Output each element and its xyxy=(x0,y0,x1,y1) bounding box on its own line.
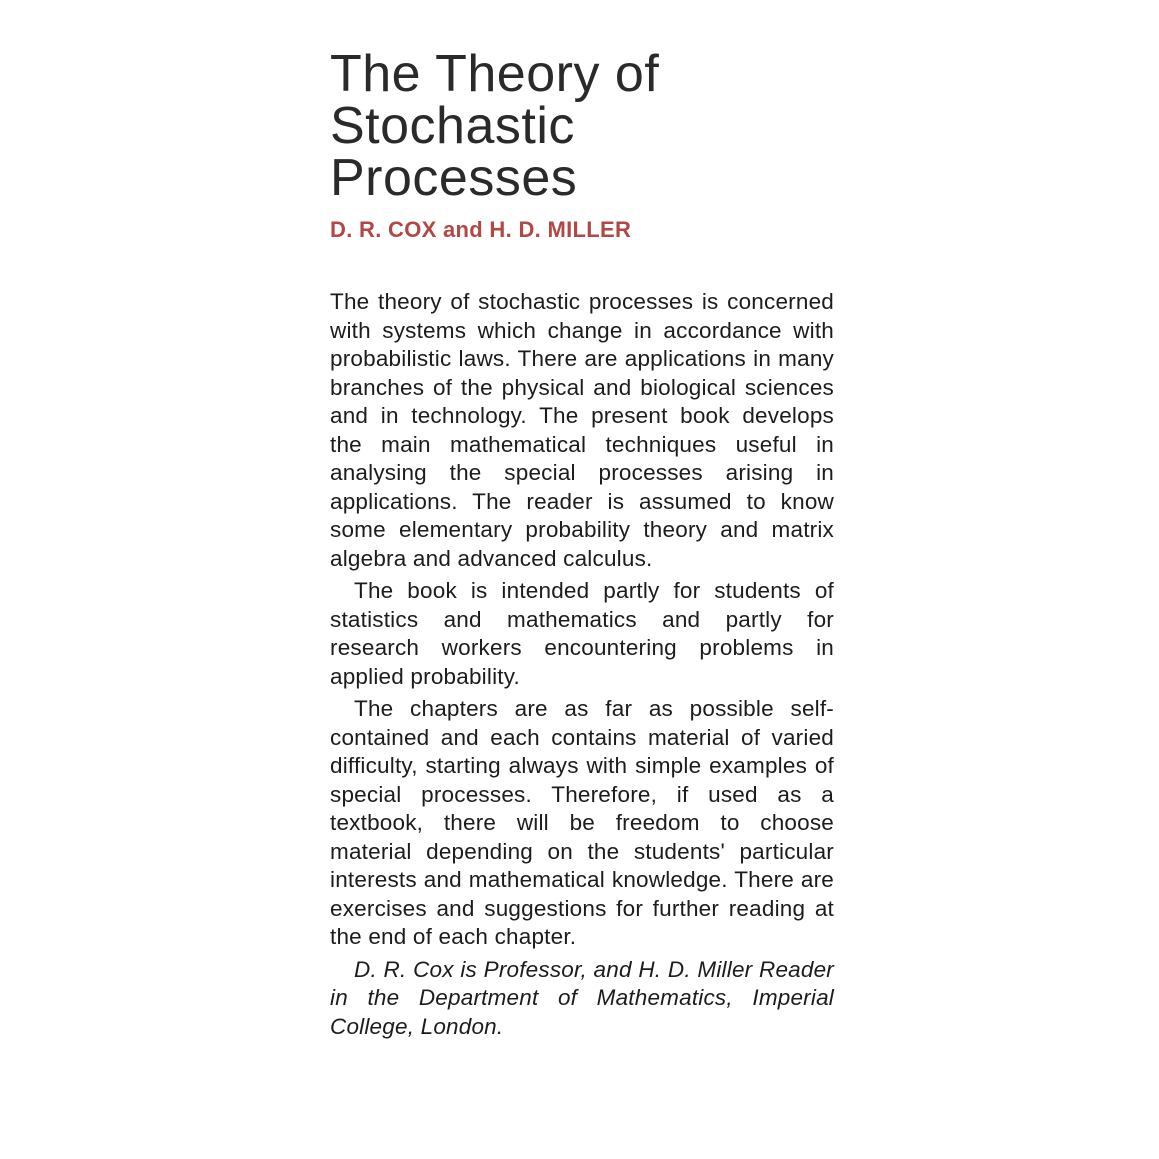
book-title-line-2: Stochastic xyxy=(330,97,575,155)
blurb-column xyxy=(330,45,834,1041)
description-paragraph-3: The chapters are as far as possible self-contained and each contains material of varied difficulty, starting always with simple examples of special processes. Therefore, if used as a textbook, there will be freedom to choose material depending on the students' particular interests and mathematical knowledge. There are exercises and suggestions for further reading at the end of each chapter. xyxy=(330,696,834,949)
book-description xyxy=(330,288,834,1041)
book-title-line-1: The Theory of xyxy=(330,45,660,103)
author-bio: D. R. Cox is Professor, and H. D. Miller Reader in the Department of Mathematics, Imperial College, London. xyxy=(330,956,834,1039)
book-title xyxy=(330,45,834,207)
description-paragraph-2: The book is intended partly for students of statistics and mathematics and partly for research workers encountering problems in applied probability. xyxy=(330,578,834,689)
book-title-line-3: Processes xyxy=(330,149,578,207)
book-authors: D. R. COX and H. D. MILLER xyxy=(330,217,632,242)
description-paragraph-1: The theory of stochastic processes is concerned with systems which change in accordance with probabilistic laws. There are applications in many branches of the physical and biological sciences and in technology. The present book develops the main mathematical techniques useful in analysing the special processes arising in applications. The reader is assumed to know some elementary probability theory and matrix algebra and advanced calculus. xyxy=(330,289,834,571)
